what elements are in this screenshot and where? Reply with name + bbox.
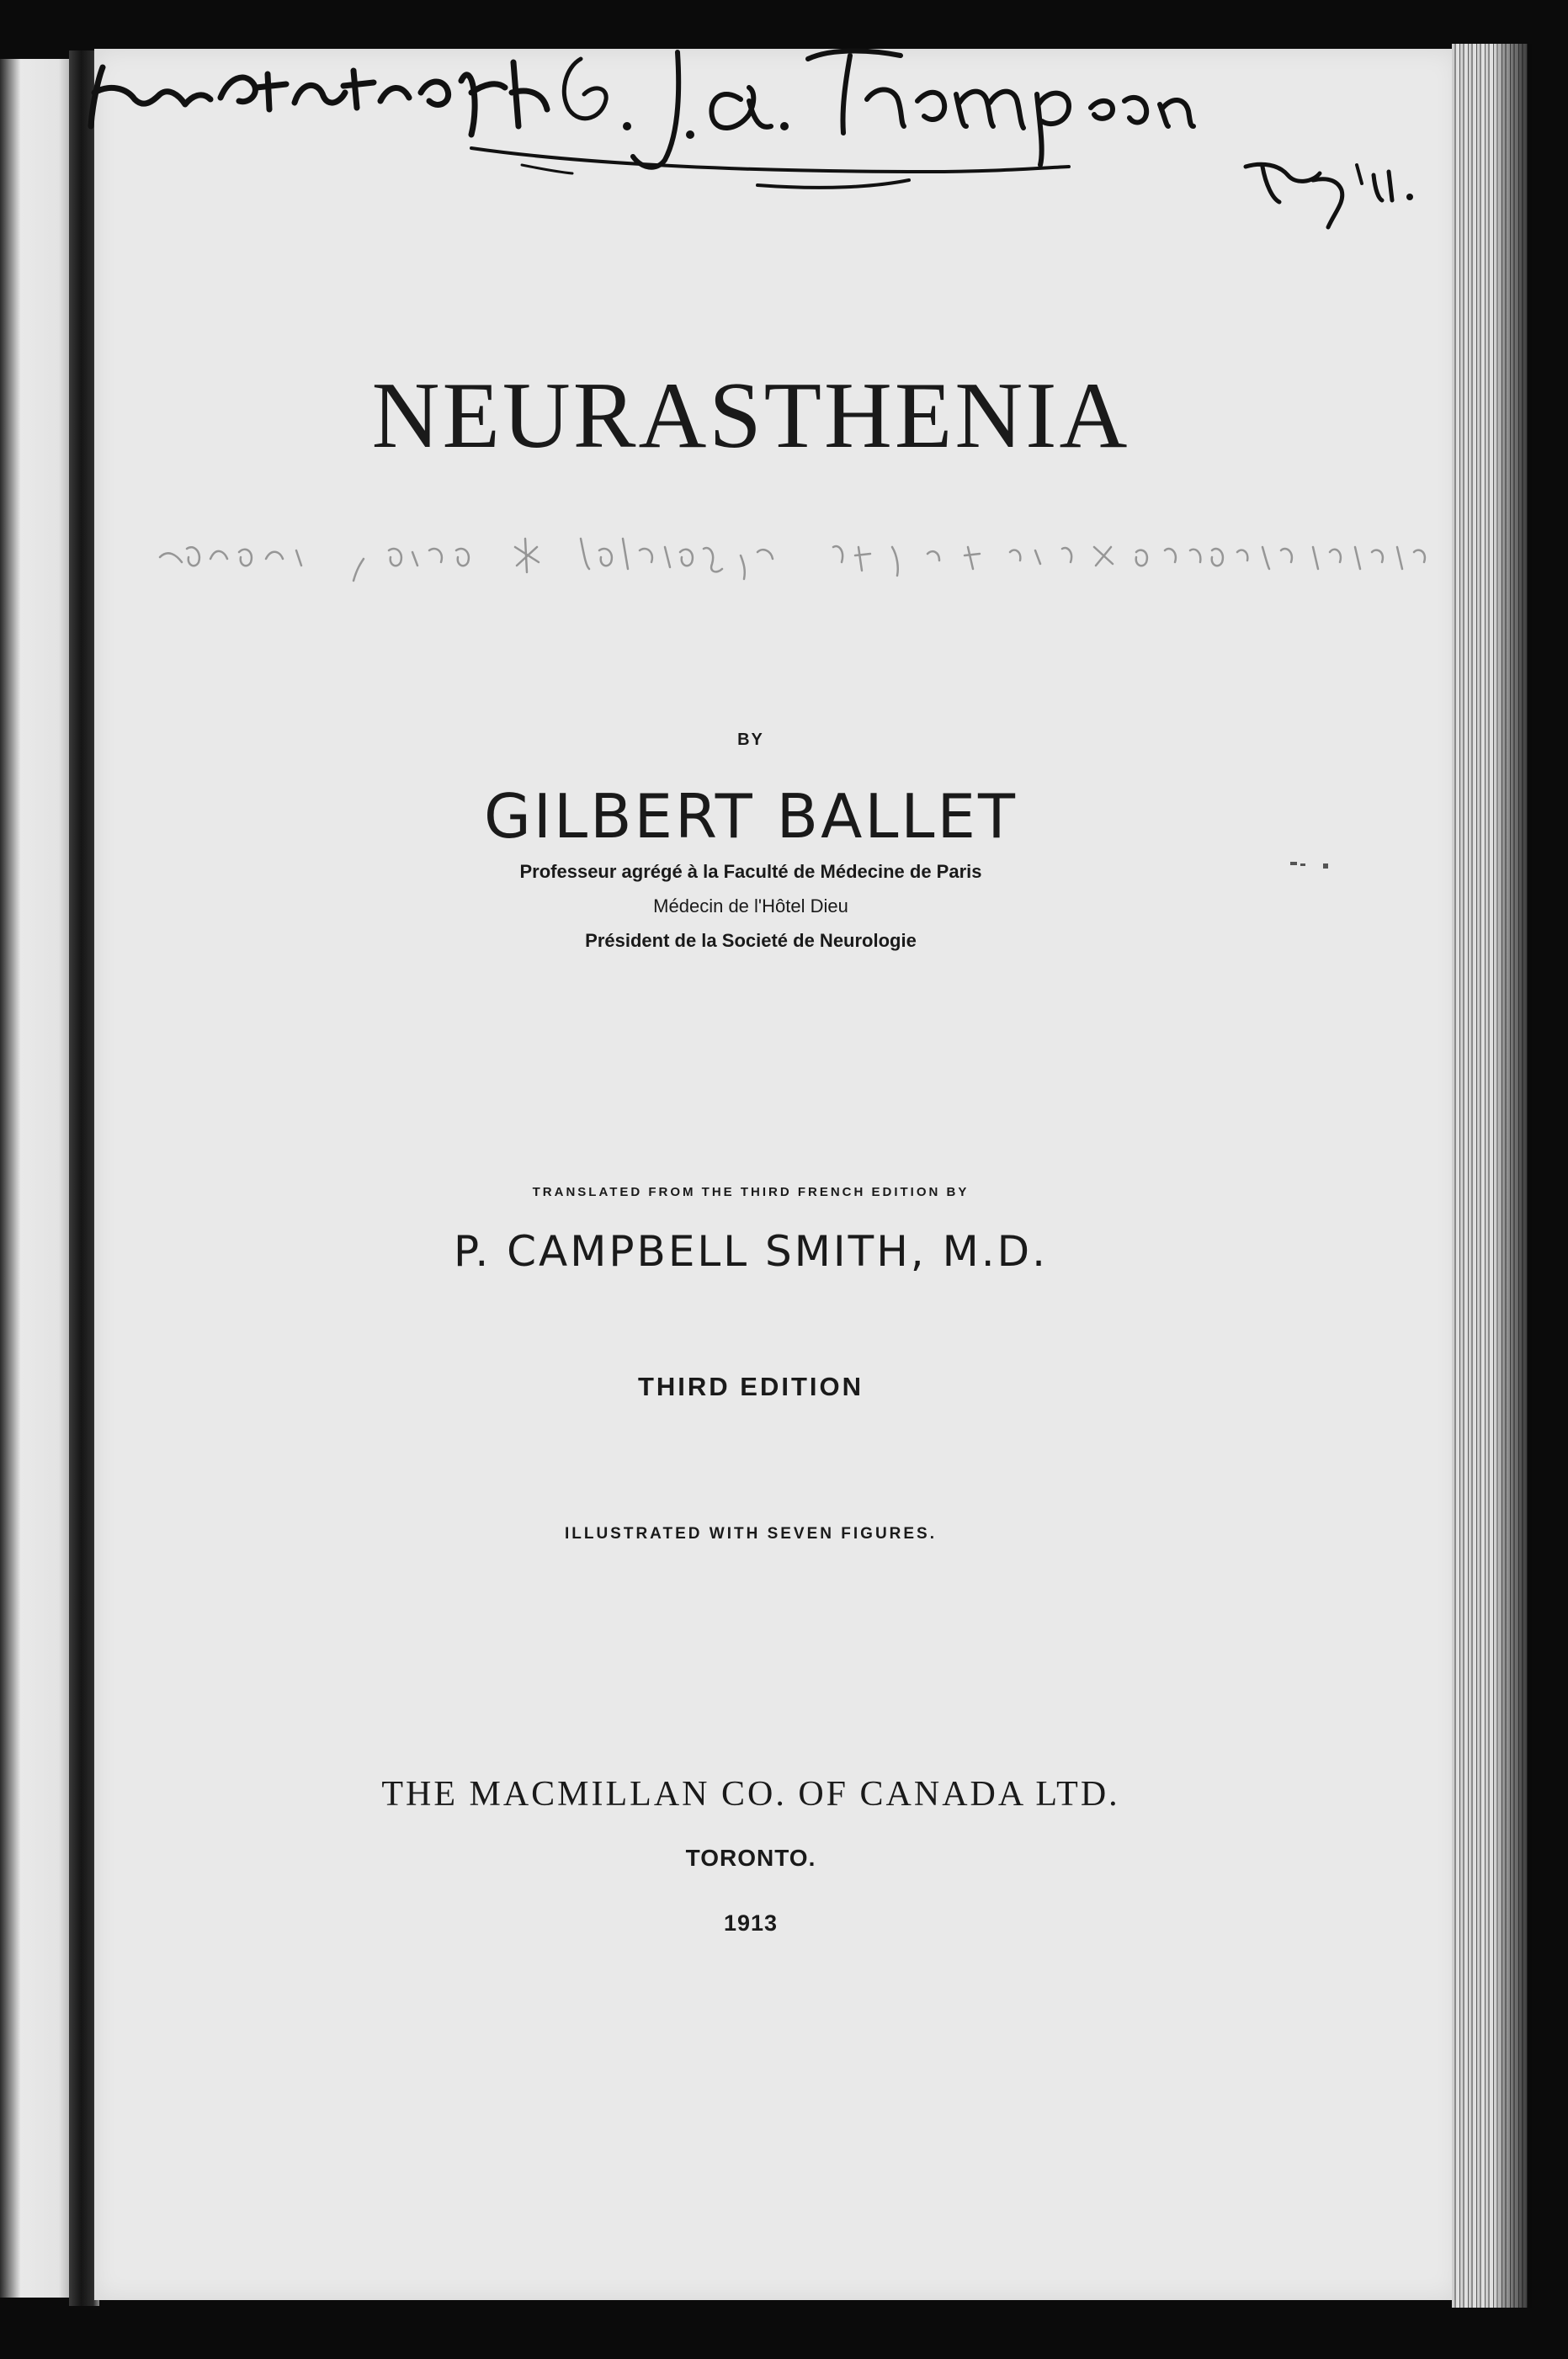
author-credential: Professeur agrégé à la Faculté de Médecine de Paris <box>519 861 982 882</box>
page-edge-shadow <box>1498 44 1532 2308</box>
author-credential: Médecin de l'Hôtel Dieu <box>653 895 848 917</box>
book-title: NEURASTHENIA <box>371 364 1130 468</box>
author-name: GILBERT BALLET <box>483 781 1018 852</box>
publisher-name: THE MACMILLAN CO. OF CANADA LTD. <box>381 1775 1120 1814</box>
translator-name: P. CAMPBELL SMITH, M.D. <box>453 1227 1049 1276</box>
publisher-city: TORONTO. <box>685 1845 816 1871</box>
illustration-note: ILLUSTRATED WITH SEVEN FIGURES. <box>564 1525 938 1543</box>
author-credential: Président de la Societé de Neurologie <box>585 930 917 951</box>
publication-year: 1913 <box>723 1910 779 1936</box>
translation-note: TRANSLATED FROM THE THIRD FRENCH EDITION BY <box>532 1185 970 1199</box>
edition-label: THIRD EDITION <box>637 1372 864 1401</box>
facing-page-edge <box>0 59 69 2298</box>
byline: BY <box>737 731 764 749</box>
